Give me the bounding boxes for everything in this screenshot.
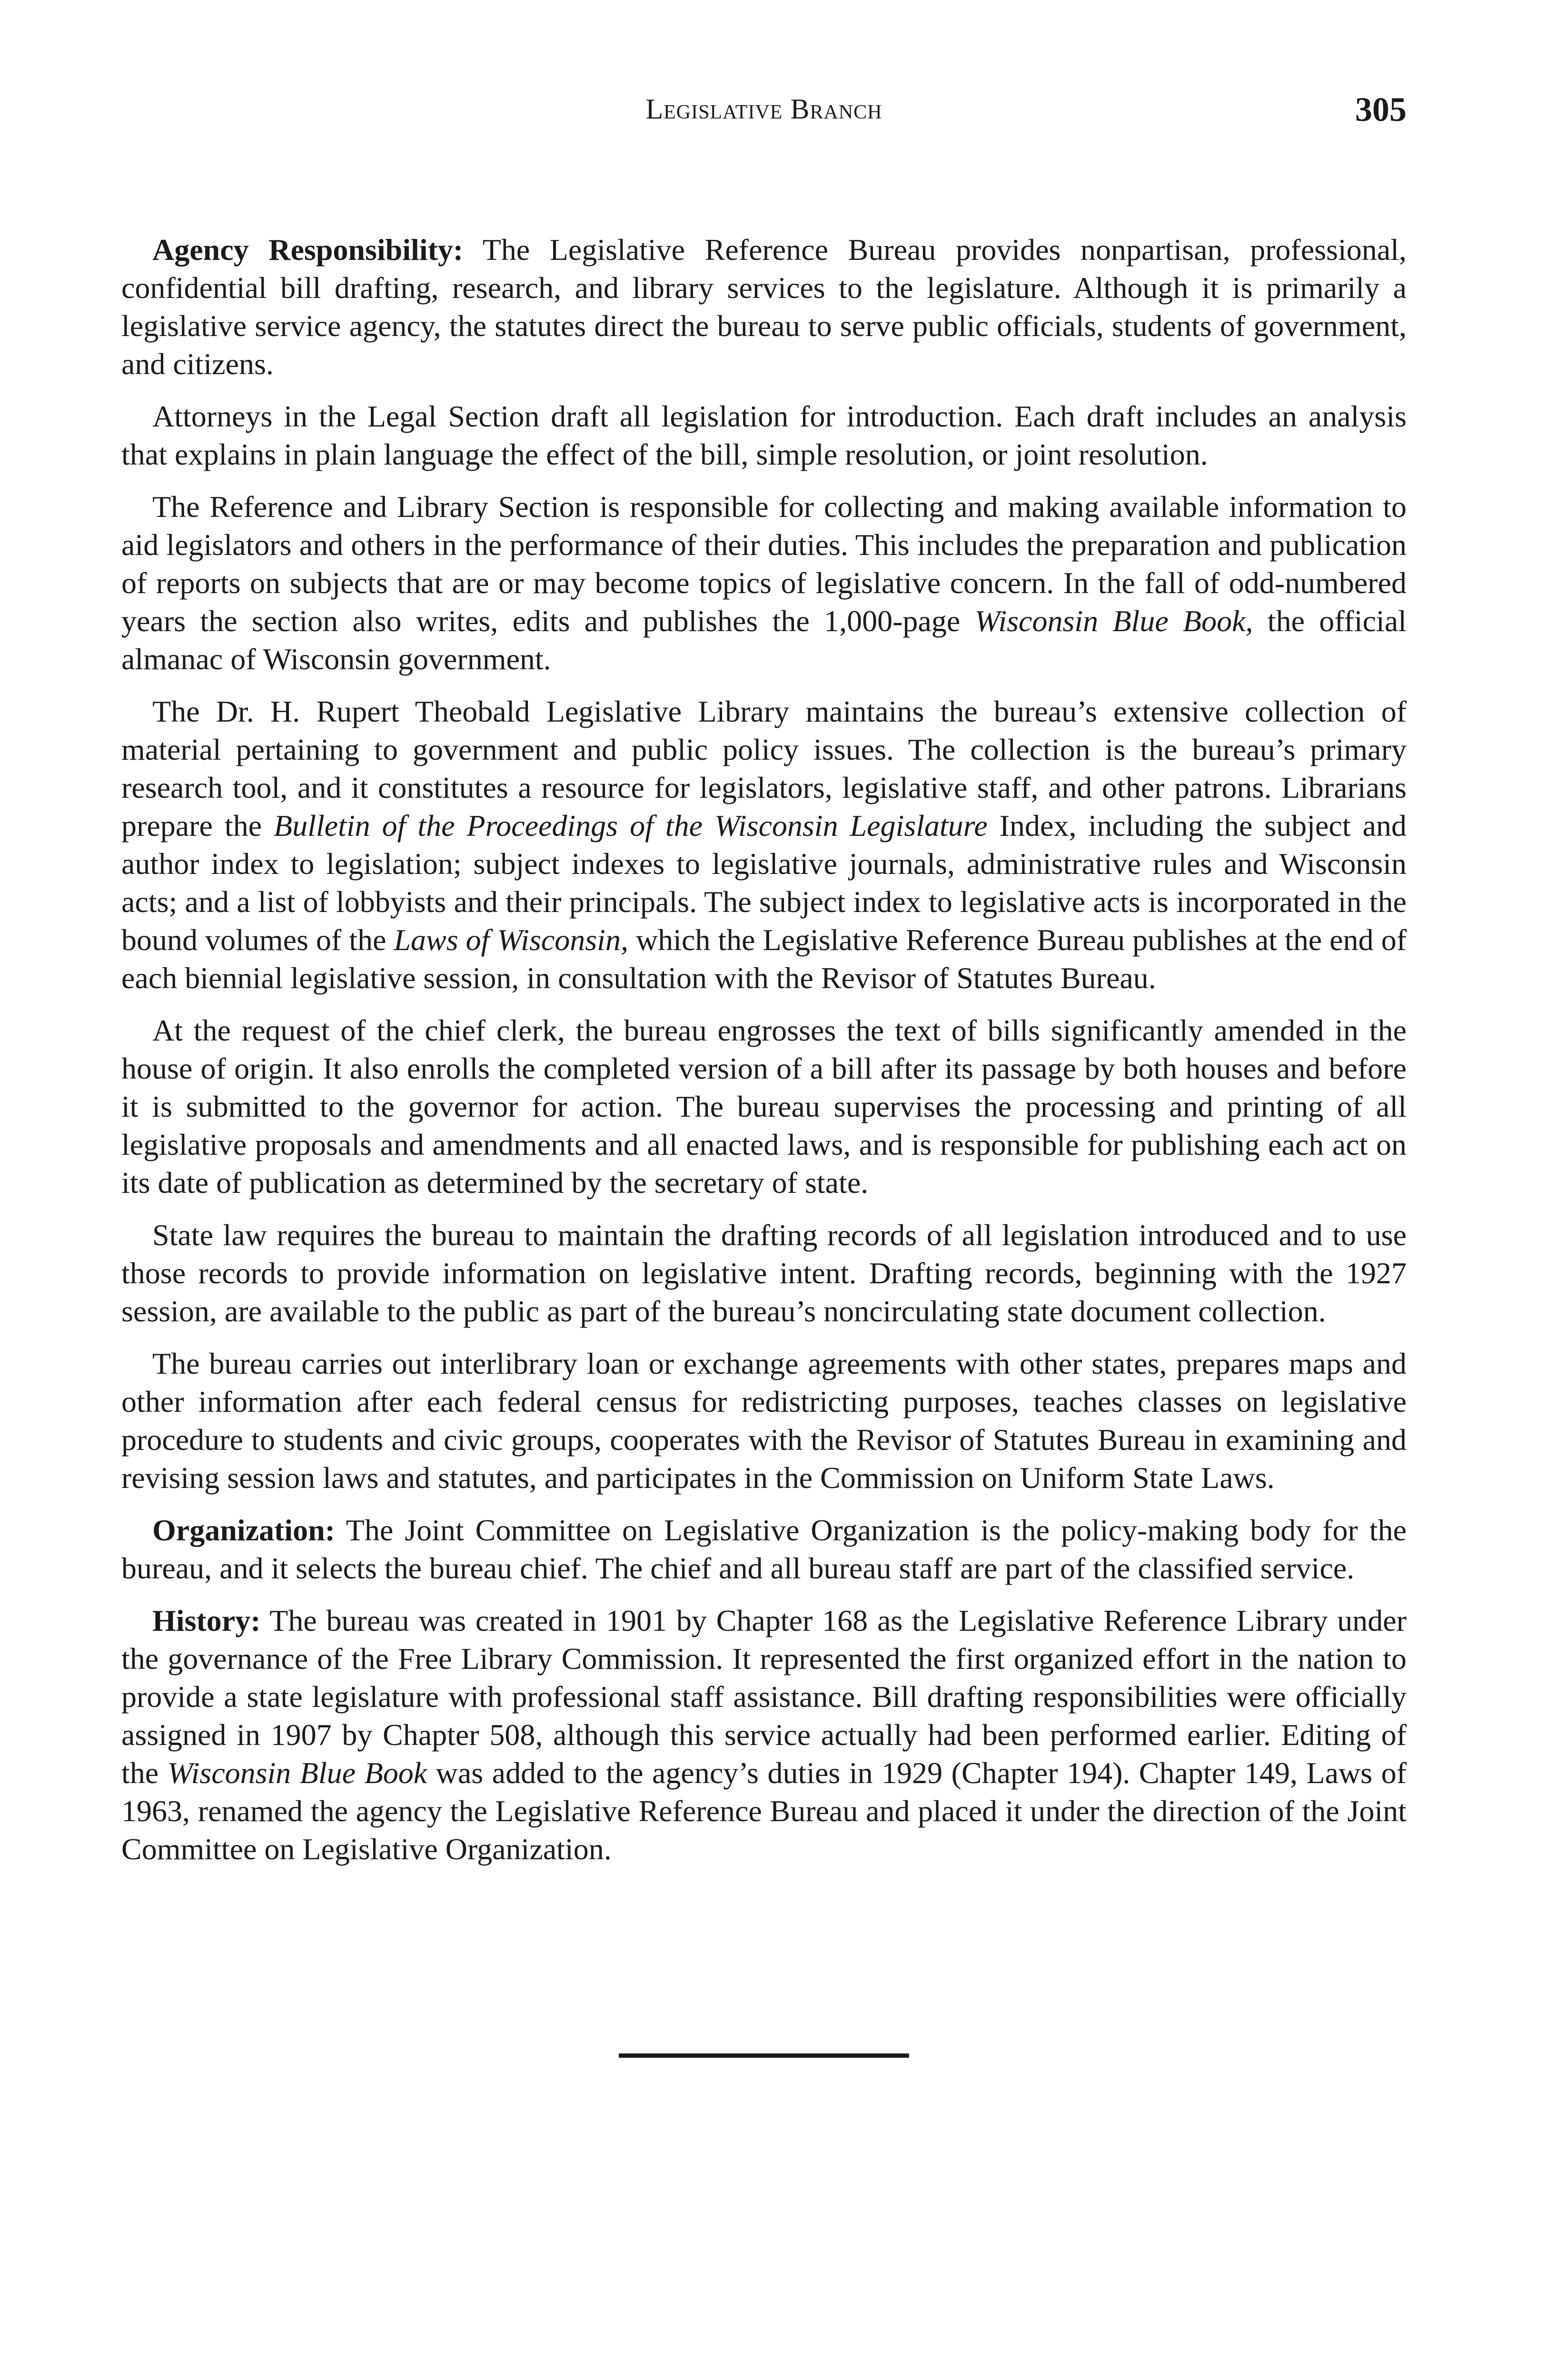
paragraph-reference-library — [121, 488, 1407, 678]
paragraph-text: which the Legislative Reference Bureau publishes at the end of each biennial legislative session, in consultation with the Revisor of Statutes Bureau. — [121, 923, 1407, 995]
section-end-rule — [619, 2053, 909, 2058]
paragraph-legal-section — [121, 397, 1407, 474]
label-history: History: — [152, 1604, 261, 1637]
paragraph-history — [121, 1602, 1407, 1868]
paragraph-text: Attorneys in the Legal Section draft all legislation for introduction. Each draft includes an analysis that explains in plain language the effect of the bill, simple resolution, or joint resolution. — [121, 399, 1407, 471]
paragraph-text: The Reference and Library Section is responsible for collecting and making available information to aid legislators and others in the performance of their duties. This includes the preparation and publication of reports on subjects that are or may become topics of legislative concern. In the fall of odd-numbered years the section also writes, edits and publishes the 1,000-page — [121, 490, 1407, 638]
paragraph-drafting-records — [121, 1216, 1407, 1330]
running-title: Legislative Branch — [645, 93, 882, 125]
paragraph-engrossing — [121, 1012, 1407, 1202]
body-text — [121, 231, 1407, 1883]
paragraph-agency-responsibility — [121, 231, 1407, 383]
paragraph-text: The Joint Committee on Legislative Organization is the policy-making body for the bureau, and it selects the bureau chief. The chief and all bureau staff are part of the classified service. — [121, 1513, 1407, 1585]
italic-title: Wisconsin Blue Book — [167, 1756, 427, 1790]
italic-title: Bulletin of the Proceedings of the Wisconsin Legislature — [274, 809, 988, 843]
page-number: 305 — [1355, 90, 1407, 129]
running-header — [121, 90, 1407, 136]
italic-title: Laws of Wisconsin, — [394, 923, 628, 957]
paragraph-other-services — [121, 1345, 1407, 1497]
label-agency-responsibility: Agency Responsibility: — [152, 233, 464, 267]
paragraph-text: was added to the agency’s duties in 1929 (Chapter 194). Chapter 149, Laws of 1963, renamed the agency the Legislative Reference Bureau and placed it under the direction of the Joint Committee on Legislative Organization. — [121, 1756, 1407, 1866]
paragraph-text: The bureau carries out interlibrary loan or exchange agreements with other states, prepares maps and other information after each federal census for redistricting purposes, teaches classes on legislative procedure to students and civic groups, cooperates with the Revisor of Statutes Bureau in examining and revising session laws and statutes, and participates in the Commission on Uniform State Laws. — [121, 1347, 1407, 1495]
paragraph-text: the official almanac of Wisconsin government. — [121, 604, 1407, 676]
paragraph-text: At the request of the chief clerk, the bureau engrosses the text of bills significantly amended in the house of origin. It also enrolls the completed version of a bill after its passage by both houses and before it is submitted to the governor for action. The bureau supervises the processing and printing of all legislative proposals and amendments and all enacted laws, and is responsible for publishing each act on its date of publication as determined by the secretary of state. — [121, 1013, 1407, 1200]
italic-title: Wisconsin Blue Book, — [974, 604, 1253, 638]
paragraph-text: The Dr. H. Rupert Theobald Legislative Library maintains the bureau’s extensive collection of material pertaining to government and public policy issues. The collection is the bureau’s primary research tool, and it constitutes a resource for legislators, legislative staff, and other patrons. Librarians prepare the — [121, 694, 1407, 843]
paragraph-organization — [121, 1511, 1407, 1587]
paragraph-text: The Legislative Reference Bureau provides nonpartisan, professional, confidential bill drafting, research, and library services to the legislature. Although it is primarily a legislative service agency, the statutes direct the bureau to serve public officials, students of government, and citizens. — [121, 233, 1407, 381]
label-organization: Organization: — [152, 1513, 335, 1547]
paragraph-text: Index, including the subject and author index to legislation; subject indexes to legislative journals, administrative rules and Wisconsin acts; and a list of lobbyists and their principals. The subject index to legislative acts is incorporated in the bound volumes of the — [121, 809, 1407, 957]
paragraph-text: The bureau was created in 1901 by Chapter 168 as the Legislative Reference Library under the governance of the Free Library Commission. It represented the first organized effort in the nation to provide a state legislature with professional staff assistance. Bill drafting responsibilities were officially assigned in 1907 by Chapter 508, although this service actually had been performed earlier. Editing of the — [121, 1604, 1407, 1790]
paragraph-text: State law requires the bureau to maintain the drafting records of all legislation introduced and to use those records to provide information on legislative intent. Drafting records, beginning with the 1927 session, are available to the public as part of the bureau’s noncirculating state document collection. — [121, 1218, 1407, 1328]
paragraph-legislative-library — [121, 693, 1407, 997]
